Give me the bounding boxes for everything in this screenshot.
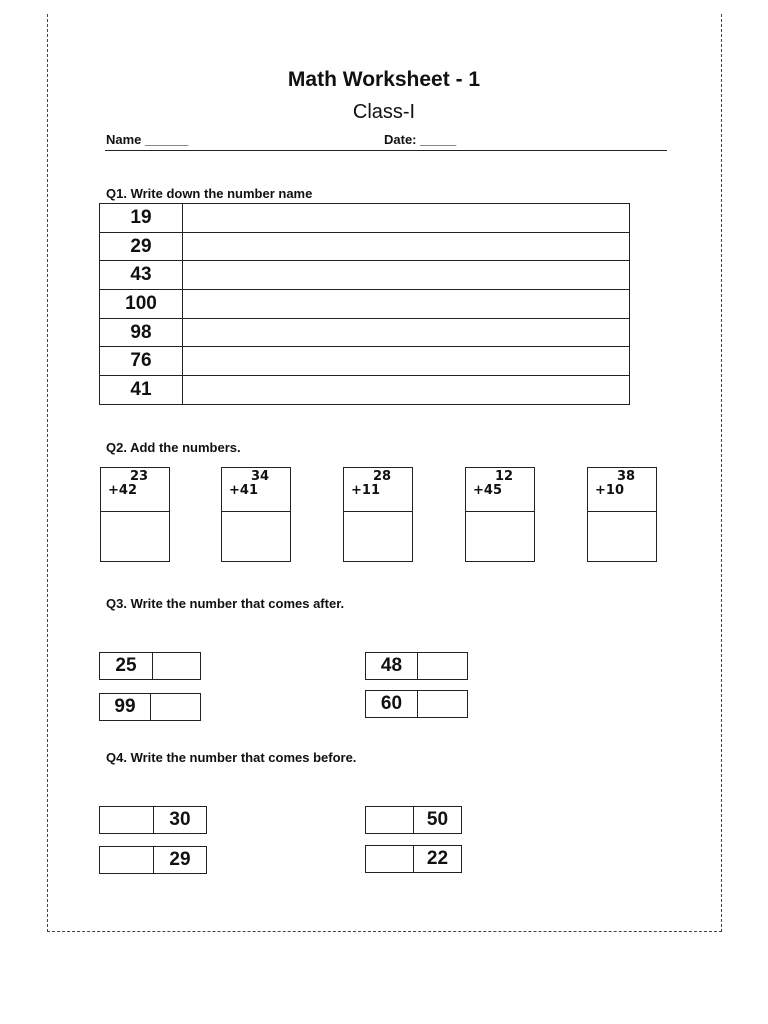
number-cell: 76 <box>100 347 183 376</box>
after-item <box>365 690 468 718</box>
addend-a: 38 <box>616 469 636 484</box>
q4-prompt: Q4. Write the number that comes before. <box>106 750 357 765</box>
addition-problem <box>343 467 413 562</box>
answer-cell[interactable] <box>183 290 630 319</box>
addition-problem <box>465 467 535 562</box>
number-cell: 100 <box>100 290 183 319</box>
given-number: 30 <box>153 807 206 833</box>
answer-cell[interactable] <box>183 204 630 233</box>
answer-box[interactable] <box>366 807 413 833</box>
worksheet-title: Math Worksheet - 1 <box>287 68 481 91</box>
table-row <box>100 204 630 233</box>
answer-box[interactable] <box>100 807 153 833</box>
q2-prompt: Q2. Add the numbers. <box>106 440 241 455</box>
answer-box[interactable] <box>588 512 656 561</box>
answer-cell[interactable] <box>183 318 630 347</box>
worksheet-subtitle: Class-I <box>352 101 416 123</box>
table-row <box>100 318 630 347</box>
number-cell: 98 <box>100 318 183 347</box>
answer-box[interactable] <box>150 694 200 720</box>
after-item <box>365 652 468 680</box>
answer-box[interactable] <box>417 653 467 679</box>
after-item <box>99 652 201 680</box>
q3-prompt: Q3. Write the number that comes after. <box>106 596 345 611</box>
q1-prompt: Q1. Write down the number name <box>106 186 313 201</box>
addend-a: 12 <box>494 469 514 484</box>
table-row <box>100 261 630 290</box>
answer-box[interactable] <box>222 512 290 561</box>
addend-a: 34 <box>250 469 270 484</box>
addend-a: 28 <box>372 469 392 484</box>
date-field[interactable]: Date: _____ <box>384 132 457 147</box>
given-number: 60 <box>380 693 403 714</box>
table-row <box>100 232 630 261</box>
before-item <box>99 806 207 834</box>
number-cell: 19 <box>100 204 183 233</box>
addend-b: +11 <box>351 483 380 498</box>
table-row <box>100 290 630 319</box>
answer-cell[interactable] <box>183 232 630 261</box>
addend-b: +45 <box>473 483 502 498</box>
header-row <box>105 130 667 151</box>
addend-b: +10 <box>595 483 624 498</box>
answer-cell[interactable] <box>183 376 630 405</box>
table-row <box>100 376 630 405</box>
given-number: 99 <box>114 696 136 717</box>
addend-b: +42 <box>108 483 137 498</box>
name-field[interactable]: Name ______ <box>106 132 189 147</box>
given-number: 50 <box>413 807 461 833</box>
answer-cell[interactable] <box>183 261 630 290</box>
answer-box[interactable] <box>101 512 169 561</box>
table-row <box>100 347 630 376</box>
addition-problem <box>221 467 291 562</box>
number-cell: 41 <box>100 376 183 405</box>
given-number: 22 <box>413 846 461 872</box>
after-item <box>99 693 201 721</box>
addend-a: 23 <box>129 469 149 484</box>
given-number: 48 <box>380 655 403 676</box>
before-item <box>365 806 462 834</box>
answer-cell[interactable] <box>183 347 630 376</box>
number-name-table <box>99 203 630 405</box>
answer-box[interactable] <box>417 691 467 717</box>
given-number: 25 <box>115 655 137 676</box>
addition-problem <box>587 467 657 562</box>
answer-box[interactable] <box>466 512 534 561</box>
answer-box[interactable] <box>366 846 413 872</box>
before-item <box>365 845 462 873</box>
answer-box[interactable] <box>100 847 153 873</box>
answer-box[interactable] <box>344 512 412 561</box>
given-number: 29 <box>153 847 206 873</box>
number-cell: 29 <box>100 232 183 261</box>
addend-b: +41 <box>229 483 258 498</box>
before-item <box>99 846 207 874</box>
addition-problem <box>100 467 170 562</box>
answer-box[interactable] <box>152 653 200 679</box>
number-cell: 43 <box>100 261 183 290</box>
